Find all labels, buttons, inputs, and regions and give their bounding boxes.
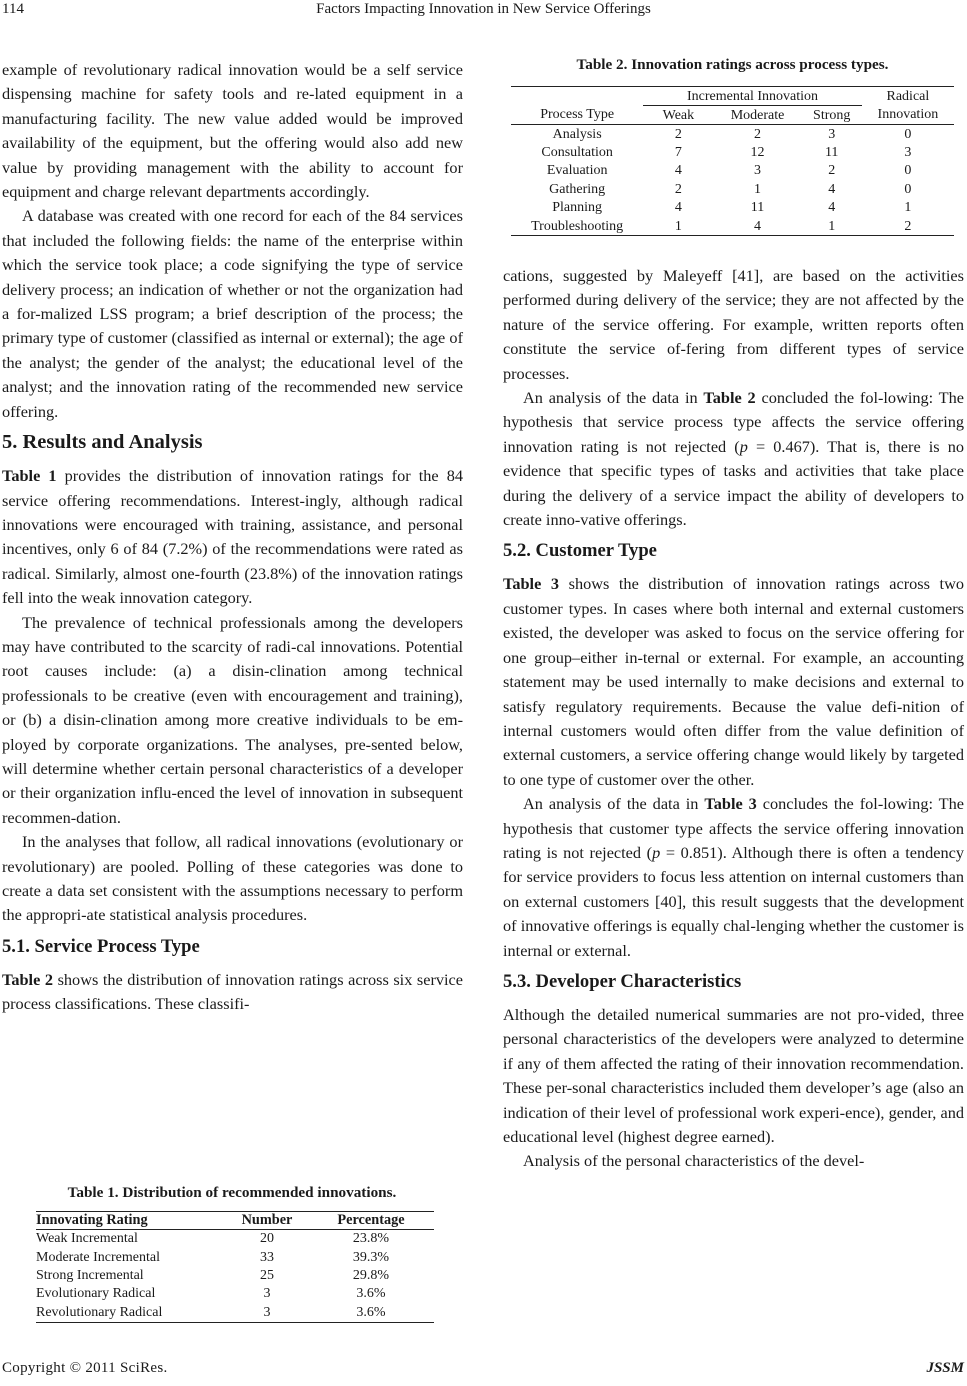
table-row: Analysis 2 2 3 0 [552,126,912,142]
paragraph: Table 1 provides the distribution of innovation ratings for the 84 service offering recommendations. Interest-ingly, although radical innovations were encouraged with training, assistance, and personal incentives, only 6 of 84 (7.2%) of the recommendations were rated as radical. Similarly, almost one-fourth (23.8%) of the innovation ratings fell into the weak innovation category. [2,466,464,608]
paragraph: An analysis of the data in Table 3 concludes the fol-lowing: The hypothesis that customer type affects the service offering innovation rating is not rejected (p = 0.851). Although there is often a tendency for service providers to focus less attention on internal customers than on external customers [40], this result suggests that the development of innovative offerings is equally chal-lenging whether the customer is internal or external. [503,794,965,960]
paragraph: Although the detailed numerical summaries are not pro-vided, three personal characteristics of the developers were analyzed to determine if any of them affected the rating of their innovation recommendation. These per-sonal characteristics included them developer’s age (also an indication of their level of professional work experi-ence), gender, and educational level (highest degree earned). [503,1004,964,1146]
table-row: Weak Incremental 20 23.8% [36,1231,390,1247]
column-header: Moderate [713,106,801,125]
subsection-heading: 5.3. Developer Characteristics [503,970,742,992]
table-row: Revolutionary Radical 3 3.6% [36,1304,434,1323]
table-reference: Table 3 [503,574,560,594]
paragraph: In the analyses that follow, all radical innovations (evolutionary or revolutionary) are pooled. Polling of these categories was done to create a data set consistent with the assumptions necessary to perform the appropri-ate statistical analysis procedures. [2,832,463,925]
column-header: Strong [802,106,862,125]
running-title: Factors Impacting Innovation in New Service Offerings [316,1,651,17]
table-2-grid [511,86,954,236]
journal-abbrev: JSSM [926,1360,964,1376]
table-row: Evaluation 4 3 2 0 [546,163,912,179]
table-row: Strong Incremental 25 29.8% [36,1267,390,1283]
group-header-radical: Radical Innovation [862,87,954,125]
column-header: Number [226,1212,308,1230]
right-column [503,264,964,1174]
paragraph: An analysis of the data in Table 2 concluded the fol-lowing: The hypothesis that service process type affects the service offering innovation rating is not rejected (p = 0.467). That is, there is no evidence that specific types of tasks and activities that take place during the delivery of a service impact the ability of developers to create inno-vative offerings. [503,388,965,530]
paragraph: cations, suggested by Maleyeff [41], are based on the activities performed during delivery of the service; they are not affected by the nature of the service offering. For example, written reports often constitute the service of-fering from different types of service processes. [503,266,964,383]
column-header: Innovating Rating [36,1212,226,1230]
paragraph: A database was created with one record for each of the 84 services that included the following fields: the name of the enterprise within which the service took place; a code signifying the type of service delivery process; an indication of whether or not the organization had a for-malized LSS program; a brief description of the process; the primary type of customer (classified as internal or external); the age of the analyst; the gender of the analyst; the educational level of the analyst; and the innovation rating of the recommended new service offering. [2,206,463,421]
table-row: Consultation 7 12 11 3 [541,145,912,161]
table-reference: Table 2 [703,388,756,408]
page-header [0,0,967,26]
left-column [2,58,463,1017]
table-reference: Table 3 [704,794,757,814]
column-header: Weak [643,106,713,125]
paragraph: example of revolutionary radical innovation would be a self service dispensing machine for safety tools and re-lated equipment in a manufacturing facility. The new value added would be improved availability of the equipment, but the offering would also add new value by providing management with the ability to account for equipment and charge relevant departments accordingly. [2,60,463,202]
table-1-grid [36,1211,434,1323]
table-reference: Table 2 [2,969,54,989]
paragraph: Table 3 shows the distribution of innovation ratings across two customer types. In cases where both internal and external customers existed, the developer was asked to focus on the service offering for one group–either in-ternal or external. For example, an accounting statement may be used internally to make decisions and external to satisfy regulatory requirements. Because the value defi-nition of internal customers would often differ from the value definition of external customers, a service offering change would likely by targeted to one type of customer over the other. [503,574,964,789]
subsection-heading: 5.2. Customer Type [503,540,657,562]
copyright: Copyright © 2011 SciRes. [2,1360,168,1376]
table-caption: Table 2. Innovation ratings across process types. [576,56,889,73]
table-caption: Table 1. Distribution of recommended innovations. [67,1184,397,1201]
table-reference: Table 1 [2,466,57,486]
paragraph: Table 2 shows the distribution of innovation ratings across six service process classifications. These classifi- [2,969,463,1014]
table-row: Gathering 2 1 4 0 [549,181,912,197]
section-heading: 5. Results and Analysis [2,431,203,454]
table-row: Moderate Incremental 33 39.3% [36,1249,390,1265]
table-row: Troubleshooting 1 4 1 2 [511,217,954,236]
paragraph: The prevalence of technical professionals among the developers may have contributed to the scarcity of radi-cal innovations. Potential root causes include: (a) a disin-clination among technical professionals to be creative (even with encouragement and training), or (b) a disin-clination among more creative individuals to be em-ployed by corporate organizations. The analyses, pre-sented below, will determine whether certain personal characteristics of a developer or their organization influ-enced the level of innovation in subsequent recommen-dation. [2,612,463,827]
table-row: Evolutionary Radical 3 3.6% [36,1286,386,1302]
group-header-incremental: Incremental Innovation [643,87,861,106]
page-number: 114 [2,1,24,17]
table-row: Planning 4 11 4 1 [552,200,912,216]
column-header: Percentage [308,1212,434,1230]
paragraph: Analysis of the personal characteristics of the devel- [523,1151,865,1171]
subsection-heading: 5.1. Service Process Type [2,935,200,957]
column-header: Process Type [511,106,643,125]
